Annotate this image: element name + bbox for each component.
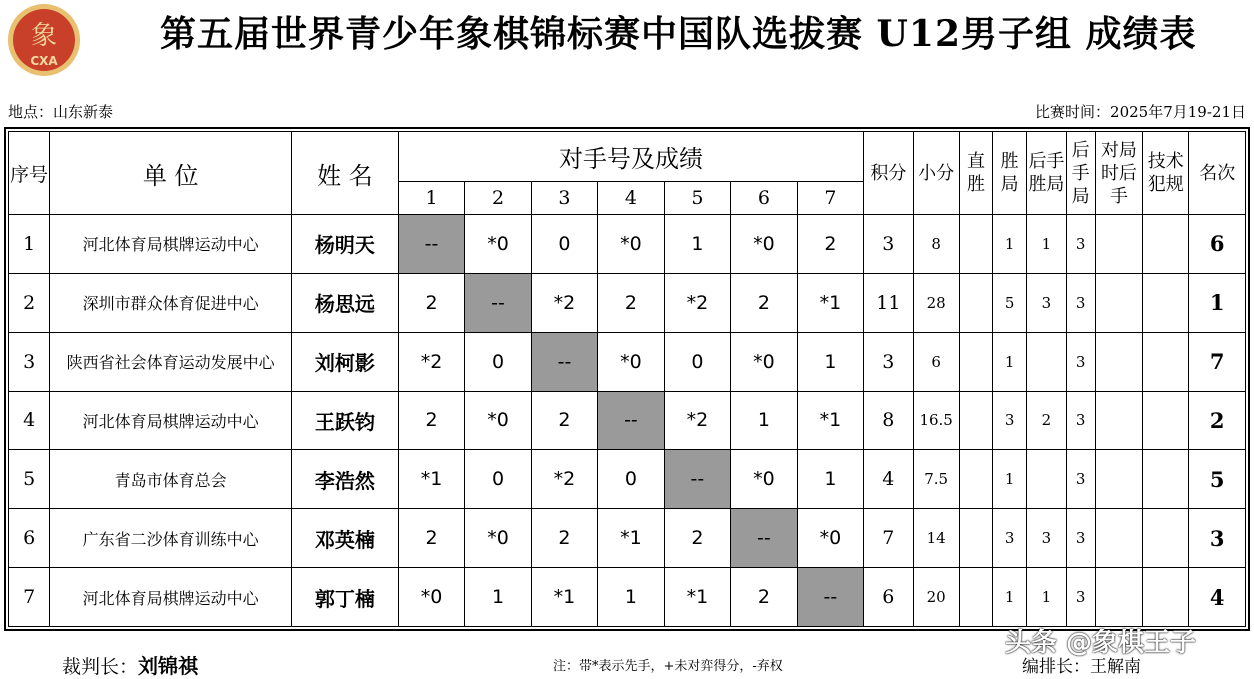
cell-rank: 6 — [1189, 215, 1246, 274]
header-opp-7: 7 — [797, 182, 864, 215]
header-seq: 序号 — [9, 132, 50, 215]
cell-wins: 3 — [993, 391, 1027, 450]
cell-result: *0 — [465, 215, 531, 274]
cell-foul — [1143, 568, 1189, 627]
cell-direct — [959, 215, 992, 274]
cell-rank: 4 — [1189, 568, 1246, 627]
header-opponents: 对手号及成绩 — [398, 132, 863, 182]
cell-result: *1 — [797, 273, 864, 332]
referee-label: 裁判长： — [62, 656, 139, 678]
cell-seq: 5 — [9, 450, 50, 509]
cell-name: 杨思远 — [292, 273, 399, 332]
header-points: 积分 — [864, 132, 913, 215]
cell-result: *1 — [531, 568, 597, 627]
cell-second-wins: 1 — [1027, 568, 1066, 627]
cell-points: 6 — [864, 568, 913, 627]
cell-result: 2 — [398, 391, 464, 450]
cell-second-wins — [1027, 450, 1066, 509]
cell-direct — [959, 509, 992, 568]
cell-name: 刘柯影 — [292, 332, 399, 391]
cell-opp-second — [1095, 332, 1142, 391]
page-title: 第五届世界青少年象棋锦标赛中国队选拔赛 U12男子组 成绩表 — [160, 13, 1197, 55]
venue: 地点：山东新泰 — [8, 103, 114, 121]
cell-result: 2 — [398, 509, 464, 568]
cell-result: 1 — [797, 332, 864, 391]
cell-result: 0 — [531, 215, 597, 274]
cell-result: -- — [465, 273, 531, 332]
cell-wins: 1 — [993, 568, 1027, 627]
cell-result: *2 — [398, 332, 464, 391]
header-small-points: 小分 — [913, 132, 959, 215]
cell-second-games: 3 — [1066, 391, 1095, 450]
header-direct: 直胜 — [959, 132, 992, 215]
cell-points: 11 — [864, 273, 913, 332]
cell-second-wins — [1027, 332, 1066, 391]
cell-unit: 陕西省社会体育运动发展中心 — [50, 332, 292, 391]
cell-opp-second — [1095, 215, 1142, 274]
cell-direct — [959, 391, 992, 450]
cell-foul — [1143, 332, 1189, 391]
cell-direct — [959, 450, 992, 509]
cell-result: 1 — [598, 568, 664, 627]
cell-unit: 深圳市群众体育促进中心 — [50, 273, 292, 332]
cell-result: 2 — [531, 391, 597, 450]
cell-second-wins: 2 — [1027, 391, 1066, 450]
cell-result: -- — [598, 391, 664, 450]
arranger: 编排长：王解南 — [1022, 657, 1141, 677]
cell-unit: 河北体育局棋牌运动中心 — [50, 568, 292, 627]
cell-foul — [1143, 215, 1189, 274]
header-second-games: 后手局 — [1066, 132, 1095, 215]
header-opp-3: 3 — [531, 182, 597, 215]
cell-result: *0 — [465, 509, 531, 568]
cell-result: 0 — [465, 450, 531, 509]
header-tech-foul: 技术犯规 — [1143, 132, 1189, 215]
cell-wins: 1 — [993, 450, 1027, 509]
cell-second-games: 3 — [1066, 273, 1095, 332]
cell-second-games: 3 — [1066, 509, 1095, 568]
cell-name: 郭丁楠 — [292, 568, 399, 627]
cell-result: 2 — [797, 215, 864, 274]
cell-result: 1 — [731, 391, 797, 450]
cell-result: 2 — [731, 273, 797, 332]
cell-rank: 7 — [1189, 332, 1246, 391]
cell-result: 2 — [398, 273, 464, 332]
logo-emblem: 象 — [30, 21, 58, 51]
cell-opp-second — [1095, 273, 1142, 332]
cell-result: *1 — [598, 509, 664, 568]
cell-small-points: 6 — [913, 332, 959, 391]
cell-small-points: 8 — [913, 215, 959, 274]
cell-result: *0 — [731, 450, 797, 509]
cell-opp-second — [1095, 450, 1142, 509]
header-opp-second: 对局时后手 — [1095, 132, 1142, 215]
cell-seq: 1 — [9, 215, 50, 274]
header-opp-6: 6 — [731, 182, 797, 215]
cell-seq: 6 — [9, 509, 50, 568]
cell-seq: 4 — [9, 391, 50, 450]
cell-second-games: 3 — [1066, 568, 1095, 627]
cell-result: *0 — [598, 332, 664, 391]
header-second-wins: 后手胜局 — [1027, 132, 1066, 215]
table-row — [9, 273, 1246, 332]
cell-foul — [1143, 509, 1189, 568]
table-row — [9, 450, 1246, 509]
watermark: 头条 @象棋王子 — [1005, 628, 1197, 658]
footnote: 注：带*表示先手，+未对弈得分，-弃权 — [553, 659, 783, 674]
cell-points: 4 — [864, 450, 913, 509]
logo-text: CXA — [30, 54, 58, 68]
header-opp-2: 2 — [465, 182, 531, 215]
cell-points: 7 — [864, 509, 913, 568]
cell-small-points: 28 — [913, 273, 959, 332]
cell-points: 3 — [864, 215, 913, 274]
header-name: 姓 名 — [292, 132, 399, 215]
cell-opp-second — [1095, 509, 1142, 568]
cell-foul — [1143, 450, 1189, 509]
cell-seq: 2 — [9, 273, 50, 332]
cell-result: -- — [531, 332, 597, 391]
cell-unit: 青岛市体育总会 — [50, 450, 292, 509]
cell-points: 8 — [864, 391, 913, 450]
cell-result: *0 — [398, 568, 464, 627]
cell-points: 3 — [864, 332, 913, 391]
cxa-logo — [6, 2, 82, 78]
header-wins: 胜局 — [993, 132, 1027, 215]
cell-result: *1 — [797, 391, 864, 450]
cell-result: 1 — [465, 568, 531, 627]
cell-result: *2 — [664, 273, 730, 332]
cell-result: 0 — [598, 450, 664, 509]
cell-result: *1 — [398, 450, 464, 509]
cell-result: *2 — [531, 450, 597, 509]
cell-name: 杨明天 — [292, 215, 399, 274]
referee — [62, 650, 198, 679]
cell-result: *0 — [731, 332, 797, 391]
cell-unit: 河北体育局棋牌运动中心 — [50, 215, 292, 274]
cell-second-wins: 1 — [1027, 215, 1066, 274]
cell-second-games: 3 — [1066, 450, 1095, 509]
cell-result: -- — [797, 568, 864, 627]
cell-small-points: 14 — [913, 509, 959, 568]
match-dates: 比赛时间：2025年7月19-21日 — [1035, 103, 1246, 121]
cell-result: 2 — [531, 509, 597, 568]
table-row — [9, 568, 1246, 627]
cell-opp-second — [1095, 568, 1142, 627]
cell-rank: 2 — [1189, 391, 1246, 450]
cell-result: *1 — [664, 568, 730, 627]
cell-direct — [959, 273, 992, 332]
cell-direct — [959, 332, 992, 391]
referee-name: 刘锦祺 — [138, 654, 199, 678]
cell-direct — [959, 568, 992, 627]
results-table-frame — [4, 127, 1250, 631]
cell-second-wins: 3 — [1027, 509, 1066, 568]
cell-small-points: 20 — [913, 568, 959, 627]
cell-result: 2 — [664, 509, 730, 568]
table-row — [9, 332, 1246, 391]
cell-second-wins: 3 — [1027, 273, 1066, 332]
header-rank: 名次 — [1189, 132, 1246, 215]
cell-seq: 3 — [9, 332, 50, 391]
cell-result: *0 — [598, 215, 664, 274]
cell-result: 1 — [797, 450, 864, 509]
cell-small-points: 16.5 — [913, 391, 959, 450]
cell-result: *0 — [731, 215, 797, 274]
cell-result: *2 — [664, 391, 730, 450]
cell-rank: 5 — [1189, 450, 1246, 509]
cell-rank: 3 — [1189, 509, 1246, 568]
table-row — [9, 391, 1246, 450]
cell-rank: 1 — [1189, 273, 1246, 332]
cell-result: *0 — [465, 391, 531, 450]
cell-result: 0 — [664, 332, 730, 391]
cell-result: *0 — [797, 509, 864, 568]
cell-result: 1 — [664, 215, 730, 274]
cell-result: 2 — [598, 273, 664, 332]
results-table-body — [9, 215, 1246, 627]
cell-wins: 5 — [993, 273, 1027, 332]
cell-name: 王跃钧 — [292, 391, 399, 450]
cell-opp-second — [1095, 391, 1142, 450]
cell-small-points: 7.5 — [913, 450, 959, 509]
cell-seq: 7 — [9, 568, 50, 627]
header-opp-4: 4 — [598, 182, 664, 215]
results-table — [8, 131, 1246, 627]
header-unit: 单 位 — [50, 132, 292, 215]
cell-second-games: 3 — [1066, 332, 1095, 391]
cell-foul — [1143, 391, 1189, 450]
cell-wins: 1 — [993, 215, 1027, 274]
cell-result: -- — [664, 450, 730, 509]
table-row — [9, 215, 1246, 274]
cell-result: -- — [398, 215, 464, 274]
table-row — [9, 509, 1246, 568]
cell-second-games: 3 — [1066, 215, 1095, 274]
cell-unit: 河北体育局棋牌运动中心 — [50, 391, 292, 450]
cell-result: 2 — [731, 568, 797, 627]
cell-result: 0 — [465, 332, 531, 391]
cell-name: 邓英楠 — [292, 509, 399, 568]
cell-unit: 广东省二沙体育训练中心 — [50, 509, 292, 568]
cell-name: 李浩然 — [292, 450, 399, 509]
header-opp-1: 1 — [398, 182, 464, 215]
cell-wins: 3 — [993, 509, 1027, 568]
cell-result: *2 — [531, 273, 597, 332]
cell-foul — [1143, 273, 1189, 332]
cell-wins: 1 — [993, 332, 1027, 391]
header-opp-5: 5 — [664, 182, 730, 215]
cell-result: -- — [731, 509, 797, 568]
